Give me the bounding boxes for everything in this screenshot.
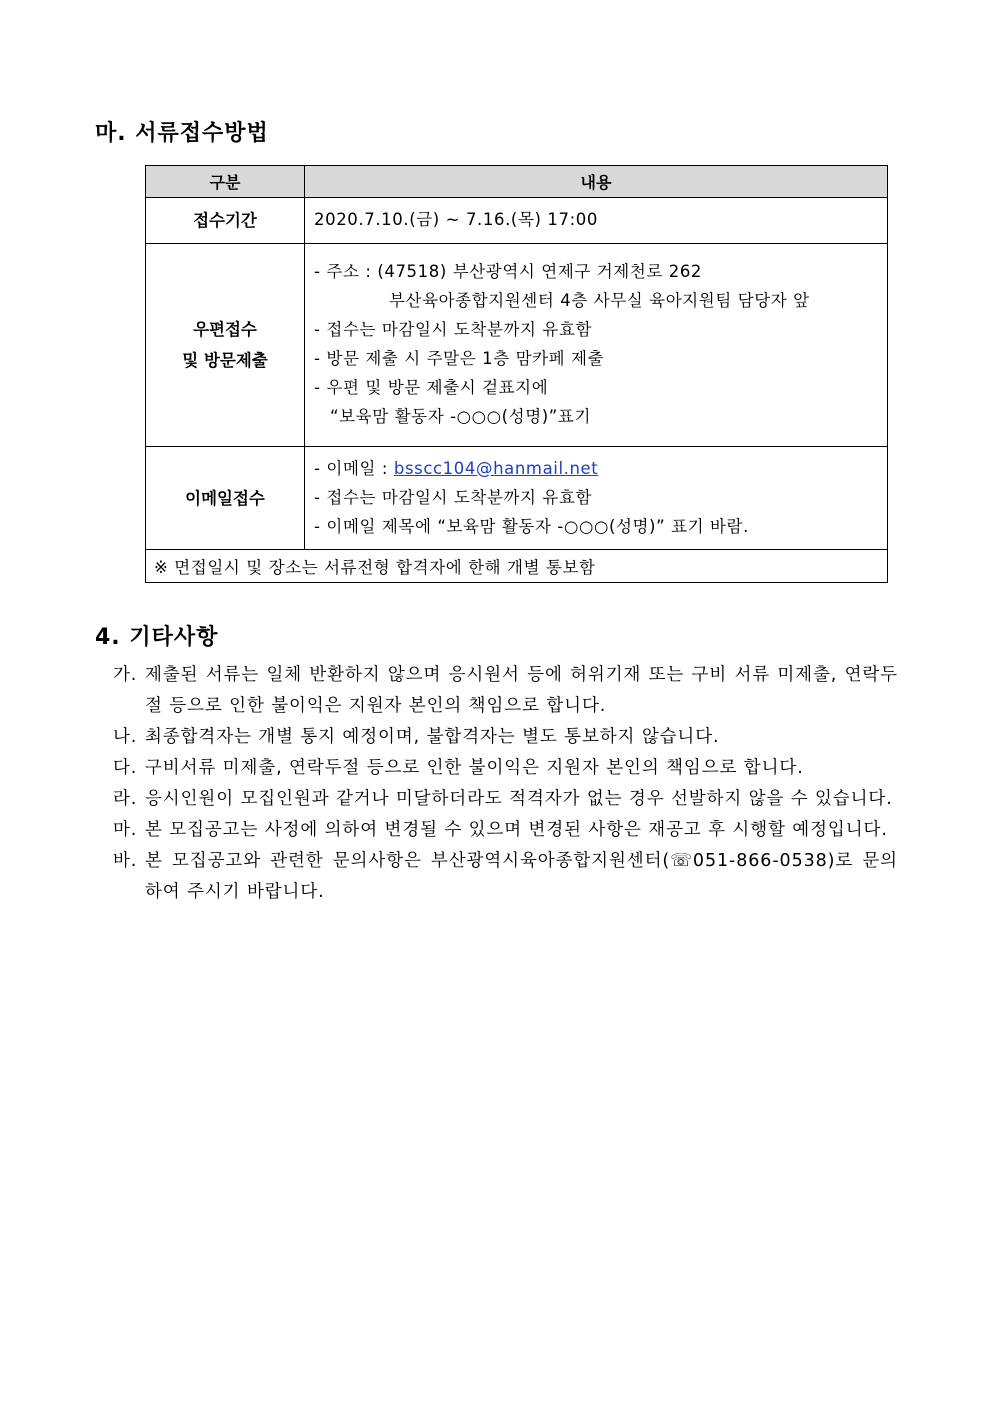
list-item-text: 본 모집공고는 사정에 의하여 변경될 수 있으며 변경된 사항은 재공고 후 시행할 예정입니다. bbox=[145, 820, 888, 840]
list-item-text: 최종합격자는 개별 통지 예정이며, 불합격자는 별도 통보하지 않습니다. bbox=[145, 727, 720, 747]
email-subject-line: - 이메일 제목에 “보육맘 활동자 -○○○(성명)” 표기 바람. bbox=[314, 516, 749, 536]
section-heading-document-submission: 마. 서류접수방법 bbox=[95, 121, 269, 146]
section-heading-other-matters: 4. 기타사항 bbox=[95, 625, 219, 650]
period-label: 접수기간 bbox=[146, 198, 305, 244]
mail-cover-line: - 우편 및 방문 제출시 겉표지에 bbox=[314, 378, 549, 397]
header-category: 구분 bbox=[146, 166, 305, 198]
mail-deadline-line: - 접수는 마감일시 도착분까지 유효함 bbox=[314, 320, 593, 339]
header-content: 내용 bbox=[305, 166, 888, 198]
table-row-email bbox=[146, 447, 888, 550]
list-item bbox=[113, 660, 898, 722]
mail-cover-format: “보육맘 활동자 -○○○(성명)”표기 bbox=[330, 407, 591, 426]
mail-address-recipient: 부산육아종합지원센터 4층 사무실 육아지원팀 담당자 앞 bbox=[389, 291, 810, 310]
table-row-period bbox=[146, 198, 888, 244]
list-item bbox=[113, 846, 898, 908]
table-row-mail bbox=[146, 244, 888, 447]
period-value: 2020.7.10.(금) ~ 7.16.(목) 17:00 bbox=[305, 198, 888, 244]
list-item bbox=[113, 784, 898, 815]
list-item-text: 응시인원이 모집인원과 같거나 미달하더라도 적격자가 없는 경우 선발하지 않을 수 있습니다. bbox=[145, 789, 893, 809]
mail-label-line1: 우편접수 bbox=[193, 320, 257, 339]
email-deadline-line: - 접수는 마감일시 도착분까지 유효함 bbox=[314, 487, 593, 507]
list-item-marker: 다. bbox=[113, 758, 138, 778]
list-item-text: 제출된 서류는 일체 반환하지 않으며 응시원서 등에 허위기재 또는 구비 서류 미제출, 연락두절 등으로 인한 불이익은 지원자 본인의 책임으로 합니다. bbox=[145, 665, 898, 716]
table-row-note bbox=[146, 550, 888, 583]
mail-label bbox=[146, 244, 305, 447]
email-prefix: - 이메일 : bbox=[314, 458, 394, 478]
list-item-marker: 가. bbox=[113, 665, 138, 685]
mail-label-line2: 및 방문제출 bbox=[182, 351, 268, 370]
list-item-text: 구비서류 미제출, 연락두절 등으로 인한 불이익은 지원자 본인의 책임으로 합니다. bbox=[145, 758, 804, 778]
list-item-marker: 라. bbox=[113, 789, 138, 809]
list-item-marker: 나. bbox=[113, 727, 138, 747]
list-item bbox=[113, 815, 898, 846]
email-address-line bbox=[314, 454, 887, 483]
other-matters-list bbox=[113, 660, 898, 908]
email-content bbox=[305, 447, 888, 550]
list-item-marker: 바. bbox=[113, 851, 138, 871]
list-item bbox=[113, 722, 898, 753]
list-item-text: 본 모집공고와 관련한 문의사항은 부산광역시육아종합지원센터(☏051-866-0538)로 문의하여 주시기 바랍니다. bbox=[145, 851, 898, 902]
email-link[interactable]: bsscc104@hanmail.net bbox=[393, 458, 599, 478]
mail-content bbox=[305, 244, 888, 447]
interview-note: ※ 면접일시 및 장소는 서류전형 합격자에 한해 개별 통보함 bbox=[146, 550, 888, 583]
table-header-row bbox=[146, 166, 888, 198]
mail-address-line: - 주소 : (47518) 부산광역시 연제구 거제천로 262 bbox=[314, 262, 703, 281]
list-item bbox=[113, 753, 898, 784]
list-item-marker: 마. bbox=[113, 820, 138, 840]
submission-method-table bbox=[145, 165, 888, 583]
mail-weekend-line: - 방문 제출 시 주말은 1층 맘카페 제출 bbox=[314, 349, 605, 368]
email-label: 이메일접수 bbox=[146, 447, 305, 550]
